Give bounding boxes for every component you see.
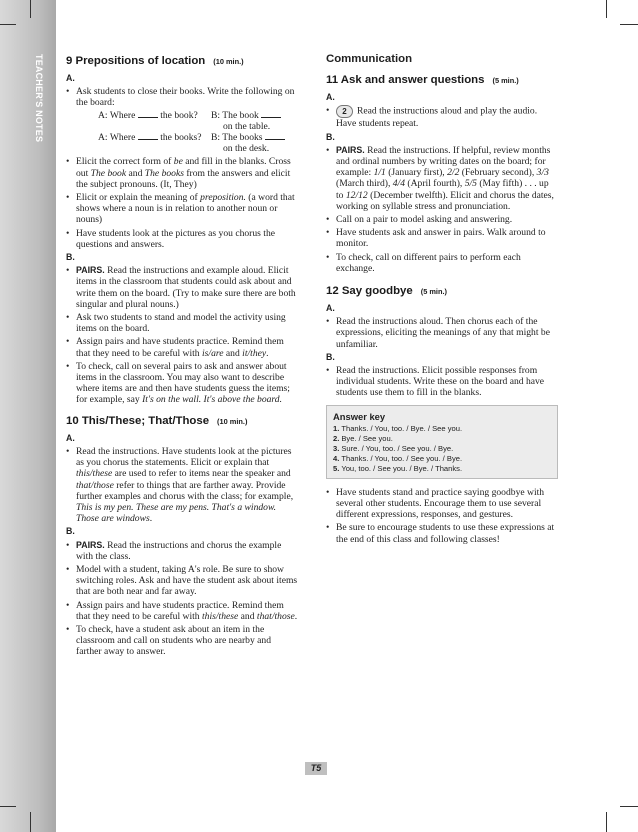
section-10-part-a-list bbox=[66, 446, 298, 524]
answer-key-item: 5. You, too. / See you. / Bye. / Thanks. bbox=[333, 463, 463, 473]
board-dialog: A: Where the book? B: The book on the table. A: Where the books? B: The books on the desk. bbox=[76, 110, 298, 155]
section-12-part-b-list bbox=[326, 365, 558, 399]
left-column bbox=[66, 54, 298, 660]
part-label: B. bbox=[66, 252, 75, 263]
list-item: • Ask students to close their books. Write the following on the board: A: Where the book? B: The book on the table. A: Where the books? B: The books on the desk. bbox=[66, 86, 298, 154]
section-9-part-a-list bbox=[66, 86, 298, 250]
answer-key-item: 3. Sure. / You, too. / See you. / Bye. bbox=[333, 443, 454, 453]
crop-mark bbox=[0, 24, 16, 25]
sidebar-label: TEACHER'S NOTES bbox=[34, 54, 44, 143]
section-9-part-b-list bbox=[66, 265, 298, 405]
communication-heading: Communication bbox=[326, 53, 413, 65]
list-item: • PAIRS. Read the instructions and chorus the example with the class. bbox=[66, 540, 298, 562]
list-item: • Have students ask and answer in pairs. Walk around to monitor. bbox=[326, 227, 558, 249]
section-11-part-b-list bbox=[326, 145, 558, 274]
page-number: T5 bbox=[305, 762, 327, 775]
list-item: • To check, call on several pairs to ask and answer about items in the classroom. You may also want to describe where items are and then have students guess the items; for example, say It's on the wall. It's above the board. bbox=[66, 361, 298, 406]
part-label: A. bbox=[326, 92, 335, 103]
section-10-part-b-list bbox=[66, 540, 298, 658]
part-label: B. bbox=[66, 526, 75, 537]
list-item: • Have students look at the pictures as you chorus the questions and answers. bbox=[66, 228, 298, 250]
audio-track-icon: 2 bbox=[336, 105, 353, 118]
part-label: A. bbox=[66, 73, 75, 83]
section-12-followup-list bbox=[326, 487, 558, 545]
answer-key-item: 2. Bye. / See you. bbox=[333, 433, 393, 443]
part-label: A. bbox=[66, 432, 75, 443]
answer-key-title: Answer key bbox=[333, 410, 386, 422]
section-12-part-a-list bbox=[326, 316, 558, 350]
list-item: • PAIRS. Read the instructions and example aloud. Elicit items in the classroom that students could ask about and write them on the board. (Try to make sure there are both singular and plural nouns.) bbox=[66, 265, 298, 310]
section-9-title: 9 Prepositions of location (10 min.) bbox=[66, 55, 244, 67]
list-item: • Read the instructions. Elicit possible responses from individual students. Write these on the board and have students use them to fill in the blanks. bbox=[326, 365, 558, 399]
list-item: • 2 Read the instructions aloud and play the audio. Have students repeat. bbox=[326, 105, 558, 129]
answer-key-item: 4. Thanks. / You, too. / See you. / Bye. bbox=[333, 453, 463, 463]
list-item: • Ask two students to stand and model the activity using items on the board. bbox=[66, 312, 298, 334]
list-item: • PAIRS. Read the instructions. If helpful, review months and ordinal numbers by writing dates on the board; for example: 1/1 (January first), 2/2 (February second), 3/3 (March third), 4/4 (April fourth), 5/5 (May fifth) . . . up to 12/12 (December twelfth). Elicit and chorus the dates, working on syllable stress and pronunciation. bbox=[326, 145, 558, 212]
list-item: • Read the instructions aloud. Then chorus each of the expressions, eliciting the meanings of any that might be unfamiliar. bbox=[326, 316, 558, 350]
list-item: • Model with a student, taking A's role. Be sure to show switching roles. Ask and have the student ask about items that are both near and far away. bbox=[66, 564, 298, 598]
right-column bbox=[326, 54, 558, 547]
crop-mark bbox=[30, 812, 31, 832]
list-item: • Assign pairs and have students practice. Remind them that they need to be careful with this/these and that/those. bbox=[66, 600, 298, 622]
section-12-title: 12 Say goodbye (5 min.) bbox=[326, 285, 448, 298]
list-item: • Call on a pair to model asking and answering. bbox=[326, 214, 558, 225]
list-item: • Read the instructions. Have students look at the pictures as you chorus the statements. Elicit or explain that this/these are used to refer to items near the speaker and that/those refer to things that are farther away. Provide further examples and chorus with the class; for example, This is my pen. These are my pens. That's a window. Those are windows. bbox=[66, 446, 298, 524]
section-11-part-a-list bbox=[326, 105, 558, 129]
crop-mark bbox=[30, 0, 31, 18]
list-item: • Elicit or explain the meaning of preposition. (a word that shows where a noun is in relation to another noun or nouns) bbox=[66, 192, 298, 226]
crop-mark bbox=[606, 812, 607, 832]
section-10-title: 10 This/These; That/Those (10 min.) bbox=[66, 414, 248, 427]
list-item: • Assign pairs and have students practice. Remind them that they need to be careful with is/are and it/they. bbox=[66, 336, 298, 358]
list-item: • Elicit the correct form of be and fill in the blanks. Cross out The book and The books from the answers and elicit the subject pronouns. (It, They) bbox=[66, 156, 298, 190]
part-label: A. bbox=[326, 303, 335, 314]
crop-mark bbox=[0, 806, 16, 807]
section-11-title: 11 Ask and answer questions (5 min.) bbox=[326, 74, 519, 87]
part-label: B. bbox=[326, 351, 335, 362]
answer-key-box bbox=[326, 405, 558, 479]
answer-key-item: 1. Thanks. / You, too. / Bye. / See you. bbox=[333, 423, 463, 433]
crop-mark bbox=[606, 0, 607, 18]
sidebar-strip bbox=[0, 0, 56, 832]
crop-mark bbox=[620, 24, 638, 25]
list-item: • To check, call on different pairs to perform each exchange. bbox=[326, 252, 558, 274]
crop-mark bbox=[620, 806, 638, 807]
list-item: • Have students stand and practice saying goodbye with several other students. Encourage them to use several different expressions, responses, and gestures. bbox=[326, 487, 558, 521]
list-item: • Be sure to encourage students to use these expressions at the end of this class and following classes! bbox=[326, 522, 558, 544]
part-label: B. bbox=[326, 131, 335, 142]
list-item: • To check, have a student ask about an item in the classroom and call on students who are nearby and farther away to answer. bbox=[66, 624, 298, 658]
